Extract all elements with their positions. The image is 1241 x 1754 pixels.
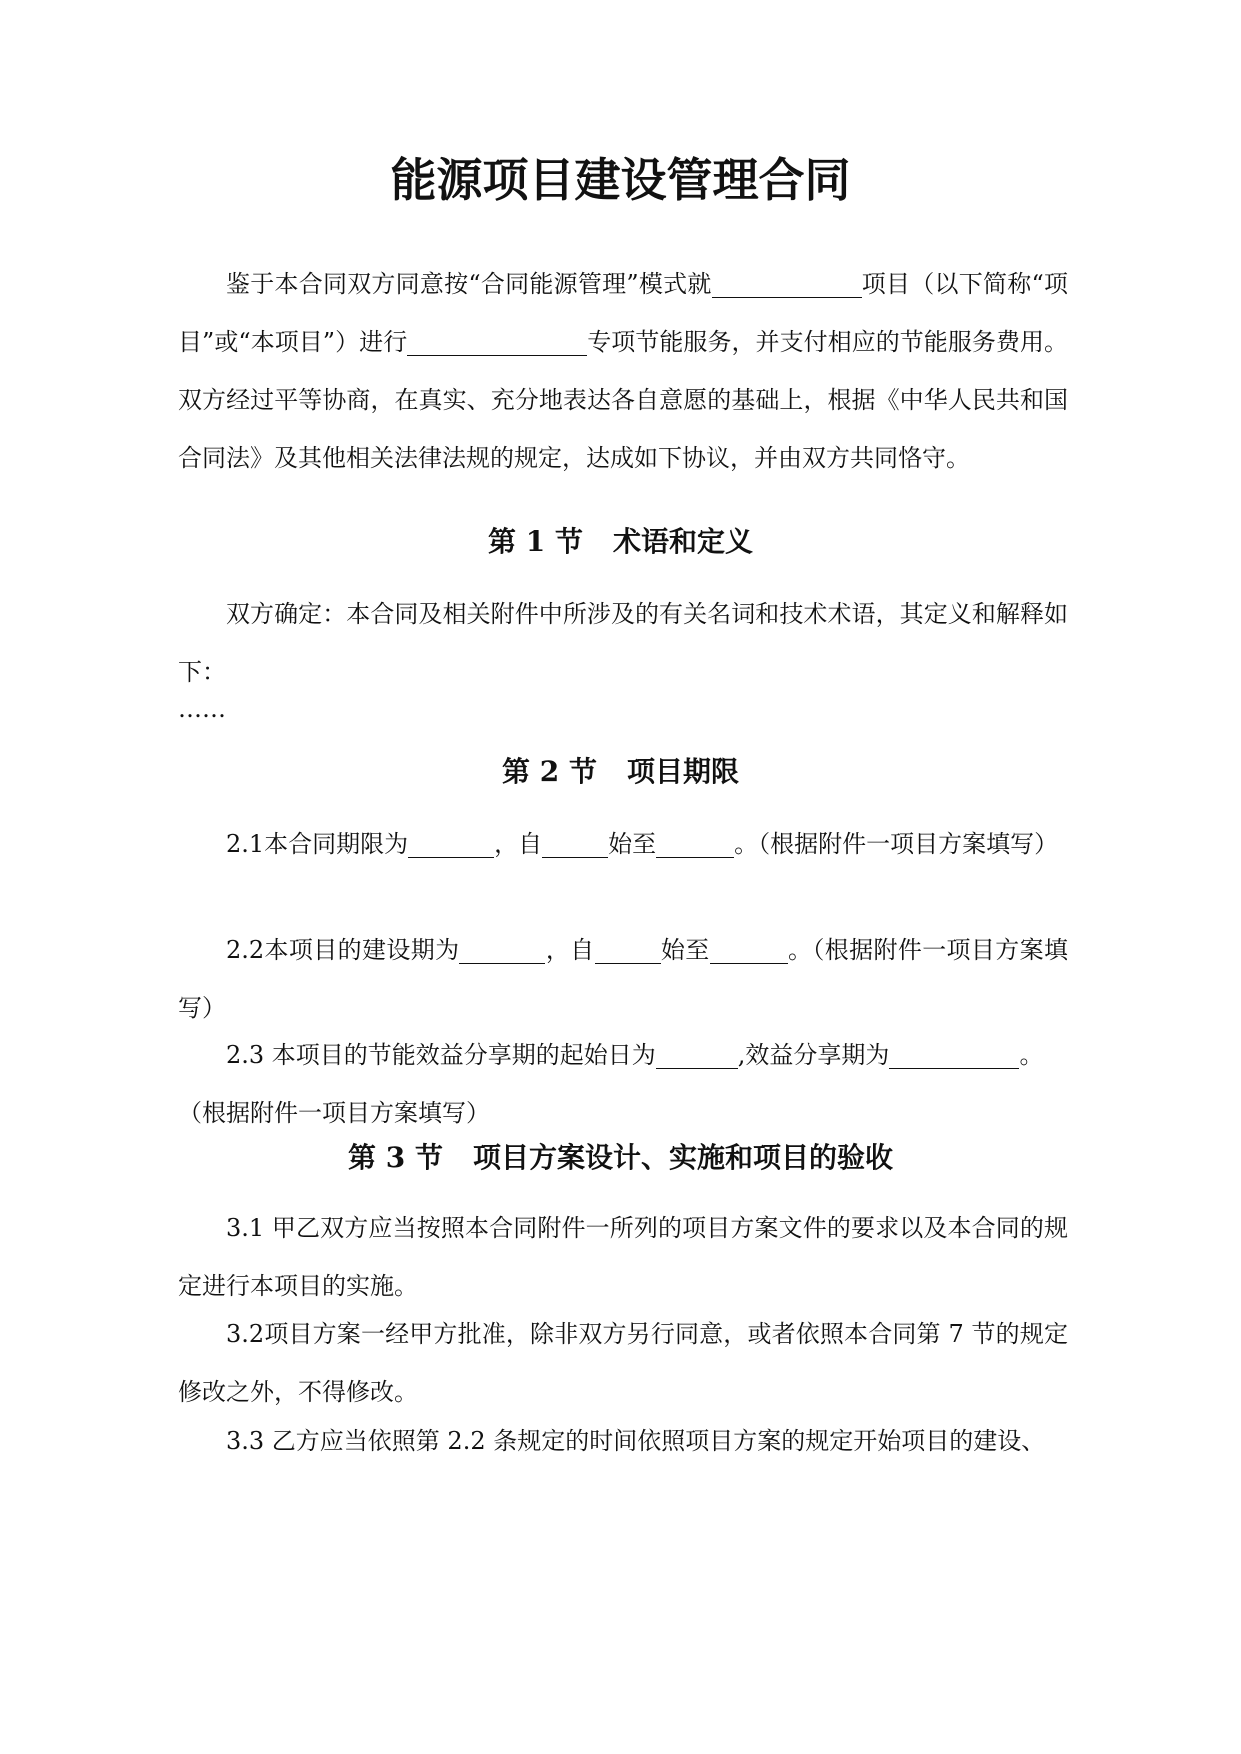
benefit-start-date-blank[interactable] xyxy=(656,1042,738,1069)
project-name-blank[interactable] xyxy=(712,271,862,298)
contract-start-blank[interactable] xyxy=(542,831,608,858)
construction-start-blank[interactable] xyxy=(595,937,661,964)
section-1-ellipsis: …… xyxy=(178,695,226,723)
clause-3-1: 3.1 甲乙双方应当按照本合同附件一所列的项目方案文件的要求以及本合同的规定进行本项目的实施。 xyxy=(178,1214,1068,1300)
service-content-blank[interactable] xyxy=(407,329,587,356)
preamble-text-1: 鉴于本合同双方同意按“合同能源管理”模式就 xyxy=(226,270,712,298)
section-2-title: 项目期限 xyxy=(626,755,739,788)
preamble-text-3: 专项节能服务，并支付相应的节能服务费用。双方经过平等协商，在真实、充分地表达各自意愿的基础上，根据《中华人民共和国合同法》及其他相关法律法规的规定，达成如下协议，并由双方共同恪守。 xyxy=(178,328,1068,472)
section-1-paragraph: 双方确定：本合同及相关附件中所涉及的有关名词和技术术语，其定义和解释如下： xyxy=(178,600,1068,686)
clause-2-2-text-a: 2.2本项目的建设期为 xyxy=(226,936,460,964)
clause-2-2 xyxy=(178,921,1068,1037)
clause-3-2: 3.2项目方案一经甲方批准，除非双方另行同意，或者依照本合同第 7 节的规定修改之外，不得修改。 xyxy=(178,1320,1068,1406)
benefit-period-blank[interactable] xyxy=(889,1042,1019,1069)
clause-2-3-note: （根据附件一项目方案填写） xyxy=(178,1099,490,1127)
contract-term-blank[interactable] xyxy=(408,831,494,858)
clause-2-3 xyxy=(178,1026,1068,1084)
clause-2-2-text-c: 始至 xyxy=(660,936,710,964)
clause-2-1-text-d: 。（根据附件一项目方案填写） xyxy=(734,830,1059,858)
document-title: 能源项目建设管理合同 xyxy=(390,153,851,207)
section-3-heading xyxy=(0,1138,1241,1178)
clause-2-2-text-b: ，自 xyxy=(545,936,595,964)
clause-2-3-text-b: ,效益分享期为 xyxy=(737,1041,890,1069)
section-1-number: 第 1 节 xyxy=(488,525,583,558)
section-1-heading xyxy=(0,522,1241,562)
clause-2-1-text-b: ，自 xyxy=(494,830,543,858)
section-2-heading xyxy=(0,752,1241,792)
contract-end-blank[interactable] xyxy=(656,831,734,858)
preamble-paragraph xyxy=(178,255,1068,487)
preamble-text-2: 项目（以下简称“项目”或“本项目”）进行 xyxy=(178,270,1068,356)
clause-2-1-text-c: 始至 xyxy=(608,830,657,858)
construction-end-blank[interactable] xyxy=(710,937,788,964)
section-1-title: 术语和定义 xyxy=(612,525,753,558)
clause-2-1 xyxy=(178,815,1068,873)
section-3-number: 第 3 节 xyxy=(348,1141,443,1174)
section-2-number: 第 2 节 xyxy=(502,755,597,788)
construction-term-blank[interactable] xyxy=(459,937,545,964)
clause-2-3-text-c: 。 xyxy=(1019,1041,1044,1069)
clause-2-3-text-a: 2.3 本项目的节能效益分享期的起始日为 xyxy=(226,1041,656,1069)
clause-3-3: 3.3 乙方应当依照第 2.2 条规定的时间依照项目方案的规定开始项目的建设、 xyxy=(226,1427,1046,1455)
clause-2-1-text-a: 2.1本合同期限为 xyxy=(226,830,409,858)
section-3-title: 项目方案设计、实施和项目的验收 xyxy=(472,1141,893,1174)
clause-2-2-text-d: 。（根据附件一项目方案填写） xyxy=(178,936,1069,1022)
